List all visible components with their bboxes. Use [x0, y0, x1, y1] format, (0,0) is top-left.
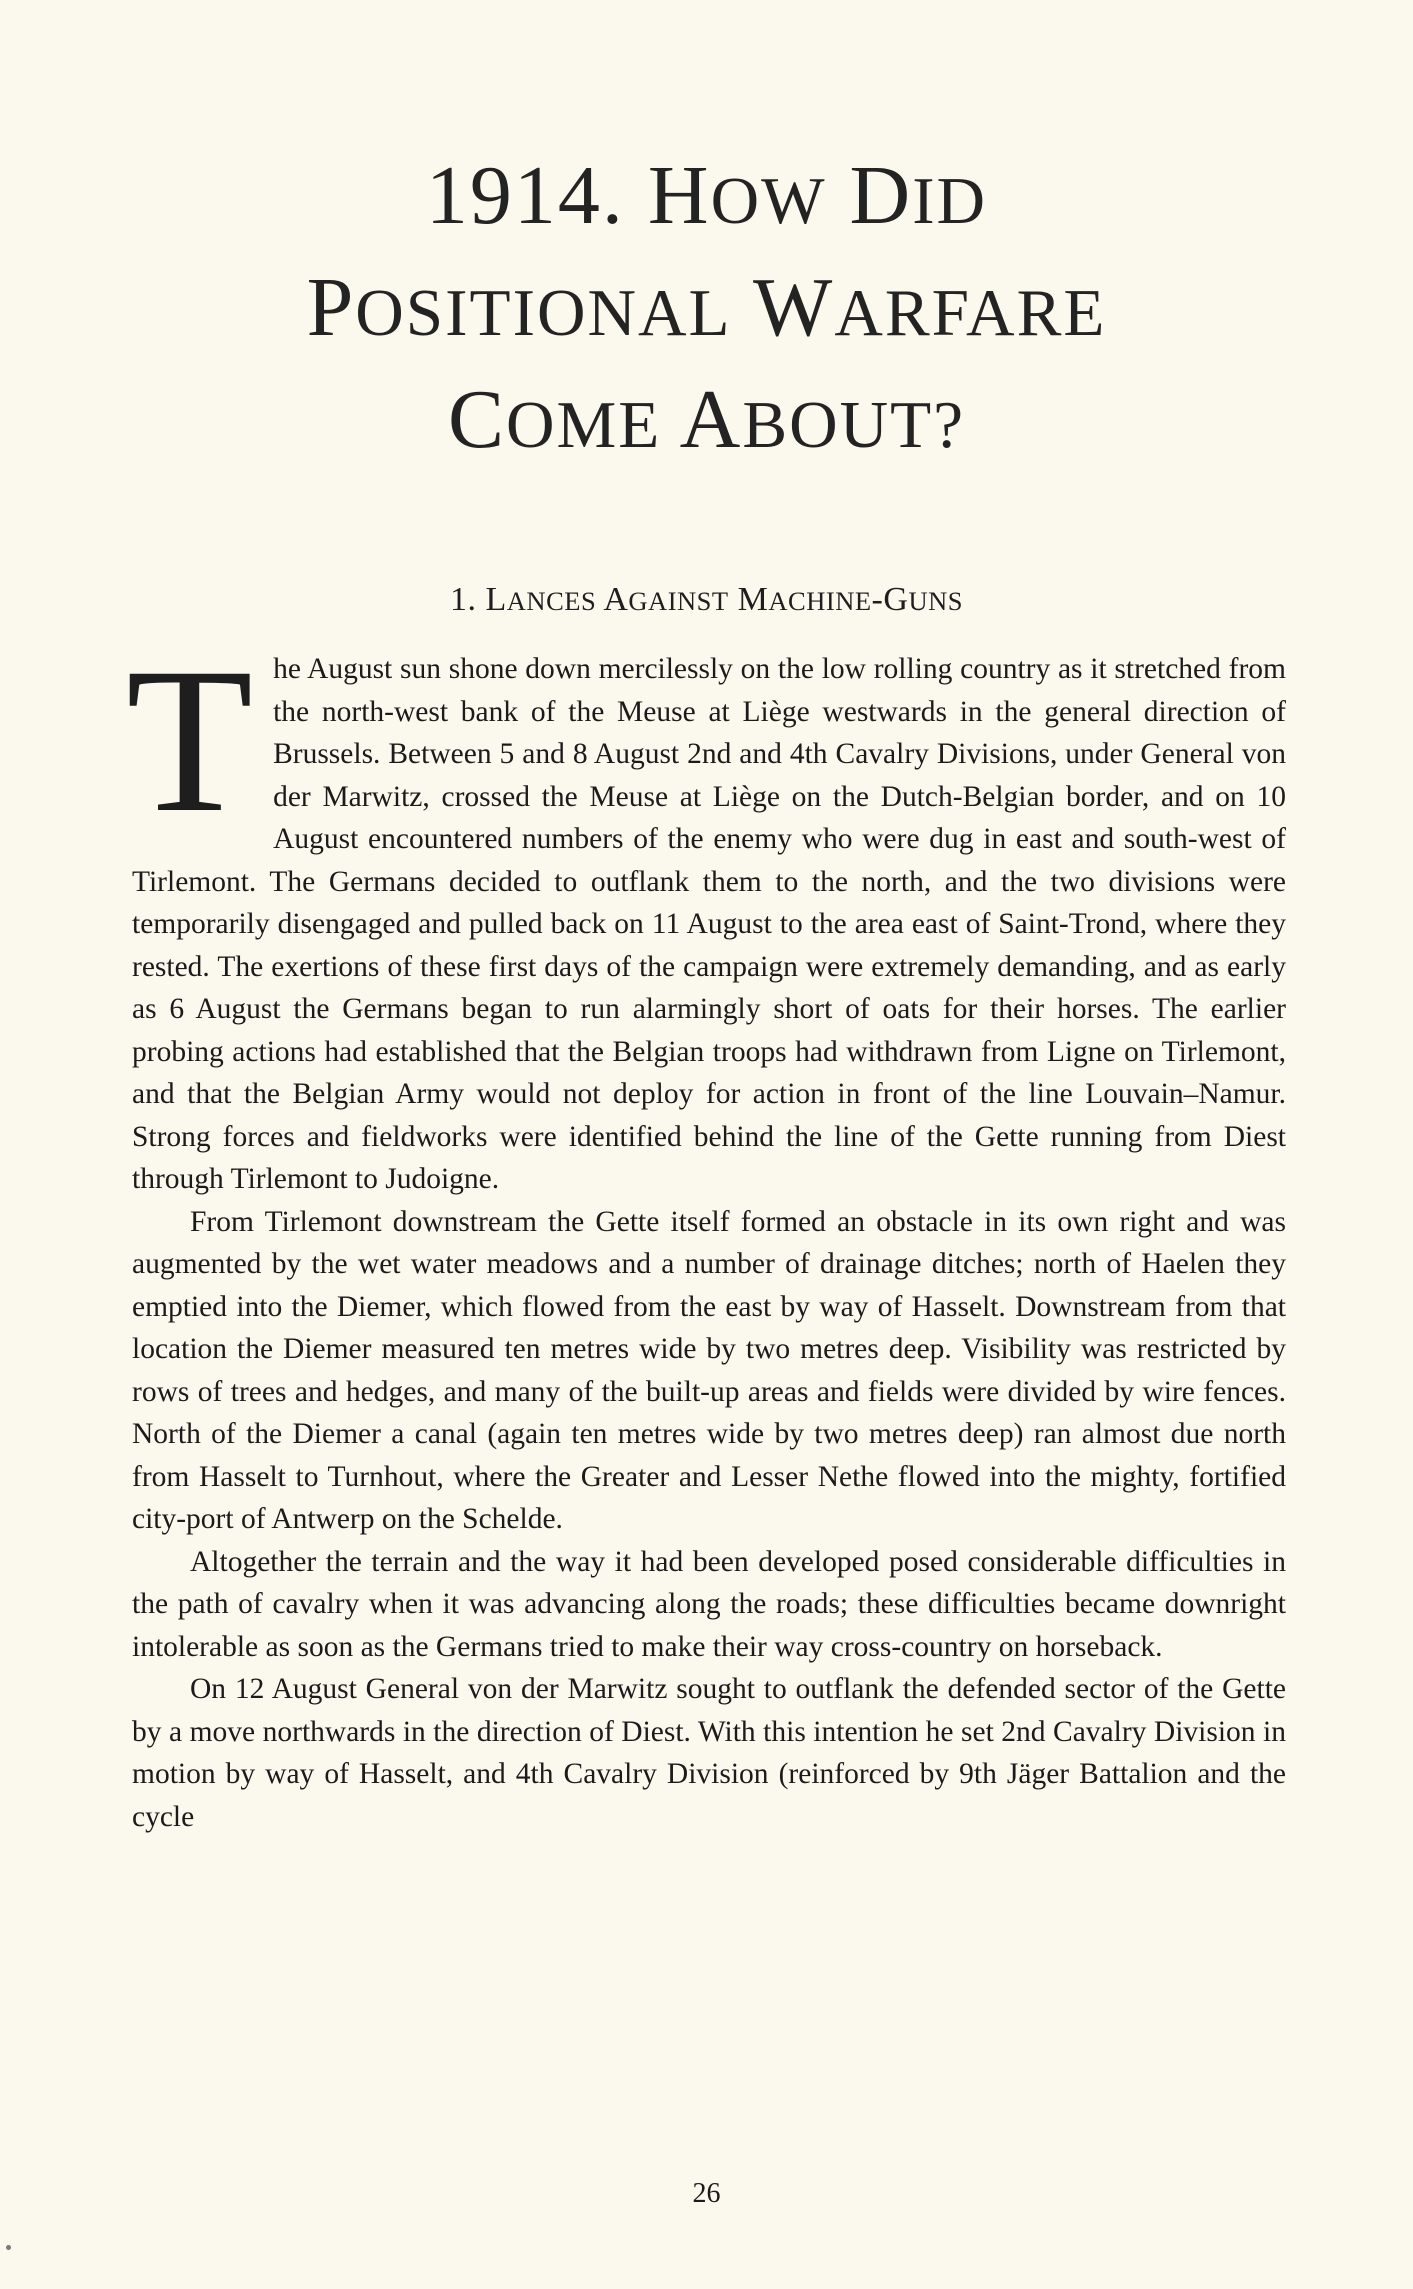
title-initial: W	[753, 261, 835, 354]
heading-smallcaps: ANCES	[506, 586, 597, 616]
title-smallcaps: OSITIONAL	[355, 275, 732, 350]
paragraph	[126, 625, 1286, 1201]
title-smallcaps: OME	[505, 387, 662, 462]
body-text	[126, 625, 1286, 1838]
title-smallcaps: BOUT?	[742, 387, 966, 462]
title-initial: D	[849, 149, 913, 242]
paragraph: Altogether the terrain and the way it had been developed posed considerable difficulties in the path of cavalry when it was advancing along the roads; these difficulties became downright intolerable as soon as the Germans tried to make their way cross-country on horseback.	[132, 1545, 1286, 1663]
heading-smallcaps: GAINST	[628, 586, 729, 616]
paragraph: From Tirlemont downstream the Gette itself formed an obstacle in its own right and was augmented by the wet water meadows and a number of drainage ditches; north of Haelen they emptied into the Diemer, which flowed from the east by way of Hasselt. Downstream from that location the Diemer measured ten metres wide by two metres deep. Visibility was restricted by rows of trees and hedges, and many of the built-up areas and fields were divided by wire fences. North of the Diemer a canal (again ten metres wide by two metres deep) ran almost due north from Hasselt to Turnhout, where the Greater and Lesser Nethe flowed into the mighty, fortified city-port of Antwerp on the Schelde.	[132, 1205, 1286, 1535]
heading-smallcaps: UNS	[908, 586, 963, 616]
title-year: 1914.	[425, 149, 648, 242]
title-initial: P	[306, 261, 356, 354]
drop-cap: T	[126, 625, 254, 855]
page-number: 26	[692, 2178, 721, 2209]
paragraph: On 12 August General von der Marwitz sought to outflank the defended sector of the Gette by a move northwards in the direction of Diest. With this intention he set 2nd Cavalry Division in motion by way of Hasselt, and 4th Cavalry Division (reinforced by 9th Jäger Battalion and the cycle	[132, 1673, 1286, 1833]
paragraph-text: he August sun shone down mercilessly on the low rolling country as it stretched from the north-west bank of the Meuse at Liège westwards in the general direction of Brussels. Between 5 and 8 August 2nd and 4th Cavalry Divisions, under General von der Marwitz, crossed the Meuse at Liège on the Dutch-Belgian border, and on 10 August encountered numbers of the enemy who were dug in east and south-west of Tirlemont. The Germans decided to outflank them to the north, and the two divisions were temporarily disengaged and pulled back on 11 August to the area east of Saint-Trond, where they rested. The exertions of these first days of the campaign were extremely demanding, and as early as 6 August the Germans began to run alarmingly short of oats for their horses. The earlier probing actions had established that the Belgian troops had withdrawn from Ligne on Tirlemont, and that the Belgian Army would not deploy for action in front of the line Louvain–Namur. Strong forces and fieldworks were identified behind the line of the Gette running from Diest through Tirlemont to Judoigne.	[132, 653, 1286, 1195]
heading-hyphen: -	[871, 581, 884, 618]
section-number: 1.	[450, 581, 486, 618]
chapter-title-line-1	[0, 140, 1413, 252]
chapter-title-line-2	[0, 252, 1413, 364]
chapter-title	[0, 140, 1413, 476]
title-smallcaps: ID	[912, 163, 988, 238]
title-initial: H	[647, 149, 711, 242]
heading-initial: A	[603, 581, 629, 618]
heading-initial: G	[883, 581, 909, 618]
heading-initial: M	[737, 581, 769, 618]
chapter-title-line-3	[0, 364, 1413, 476]
paper-speck	[6, 2245, 11, 2250]
heading-initial: L	[485, 581, 507, 618]
section-heading	[0, 578, 1413, 623]
title-smallcaps: OW	[710, 163, 827, 238]
title-initial: A	[679, 373, 743, 466]
heading-smallcaps: ACHINE	[768, 586, 872, 616]
title-smallcaps: ARFARE	[834, 275, 1107, 350]
title-initial: C	[447, 373, 506, 466]
